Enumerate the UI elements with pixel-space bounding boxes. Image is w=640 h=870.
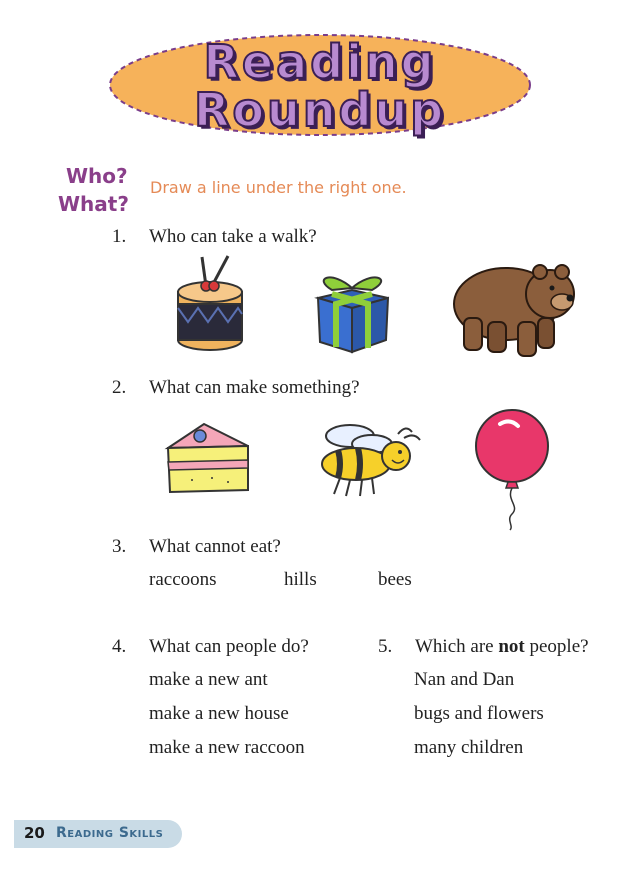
answer-option[interactable]: Nan and Dan (414, 669, 515, 690)
title-line-2: Roundup (193, 83, 447, 137)
question-text-start: Which are (415, 636, 499, 657)
section-name: Reading Skills (56, 825, 164, 841)
drum-picture[interactable] (170, 252, 250, 357)
balloon-picture[interactable] (470, 408, 554, 537)
gift-picture[interactable] (302, 268, 402, 361)
answer-option[interactable]: make a new house (149, 703, 289, 724)
bee-picture[interactable] (316, 420, 426, 507)
who-what-label (58, 162, 129, 218)
question-number: 1. (112, 226, 127, 247)
question-number: 2. (112, 377, 127, 398)
who-label: Who? (66, 164, 128, 188)
question-text: What can people do? (149, 636, 309, 657)
answer-option[interactable]: hills (284, 569, 317, 590)
bear-picture[interactable] (446, 256, 578, 367)
question-text (415, 636, 589, 658)
question-number: 4. (112, 636, 127, 657)
cake-picture[interactable] (162, 420, 252, 501)
bear-icon (446, 256, 578, 362)
answer-option[interactable]: bees (378, 569, 412, 590)
answer-option[interactable]: many children (414, 737, 524, 758)
answer-option[interactable]: raccoons (149, 569, 217, 590)
what-label: What? (58, 192, 129, 216)
gift-box-icon (302, 268, 402, 356)
cake-icon (162, 420, 252, 496)
question-text: Who can take a walk? (149, 226, 317, 247)
bee-icon (316, 420, 426, 502)
answer-option[interactable]: make a new raccoon (149, 737, 305, 758)
answer-option[interactable]: make a new ant (149, 669, 268, 690)
title-banner (105, 25, 535, 140)
question-number: 3. (112, 536, 127, 557)
question-text-end: people? (524, 636, 589, 657)
question-text: What can make something? (149, 377, 360, 398)
page-number: 20 (24, 824, 45, 842)
question-number: 5. (378, 636, 393, 657)
drum-icon (170, 252, 250, 352)
emphasis-not: not (498, 636, 525, 657)
title-line-1: Reading (203, 35, 437, 89)
answer-option[interactable]: bugs and flowers (414, 703, 544, 724)
question-text: What cannot eat? (149, 536, 281, 557)
balloon-icon (470, 408, 554, 532)
page-footer (14, 820, 182, 848)
instruction-text: Draw a line under the right one. (150, 178, 407, 197)
